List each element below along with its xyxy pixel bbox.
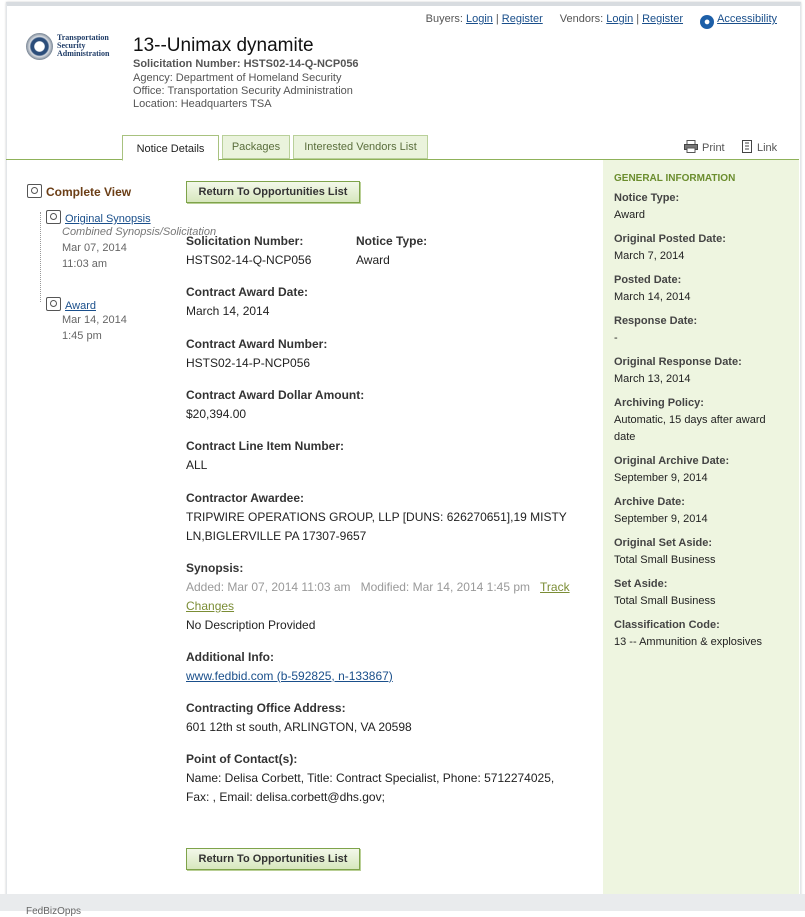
link-page-icon (742, 140, 753, 153)
sidebar-item-meta: Mar 14, 2014 1:45 pm (62, 314, 127, 342)
link-button[interactable]: Link (742, 140, 777, 154)
view-icon (46, 210, 61, 224)
accessibility-icon[interactable]: ● (700, 15, 714, 29)
buyers-login-link[interactable]: Login (465, 13, 493, 25)
notice-type-field: Notice Type: Award (356, 234, 428, 267)
contracting-office-address-field: Contracting Office Address: 601 12th st south, ARLINGTON, VA 20598 (186, 701, 412, 734)
agency: Agency: Department of Homeland Security (133, 72, 342, 84)
complete-view-heading[interactable]: Complete View (27, 184, 177, 199)
vendors-label: Vendors: (559, 13, 604, 25)
gi-posted-date: Posted Date: March 14, 2014 (614, 274, 691, 303)
gi-original-archive-date: Original Archive Date: September 9, 2014 (614, 455, 730, 484)
contract-line-item-field: Contract Line Item Number: ALL (186, 439, 345, 472)
office: Office: Transportation Security Administration (133, 85, 353, 97)
synopsis-field: Synopsis: Added: Mar 07, 2014 11:03 am Modified: Mar 14, 2014 1:45 pm Track Changes No Description Provided (186, 561, 570, 632)
sidebar-item-award[interactable]: Award (46, 297, 96, 312)
sidebar-item-original-synopsis[interactable]: Original Synopsis (46, 210, 151, 225)
return-to-opportunities-button[interactable]: Return To Opportunities List (186, 848, 360, 870)
gi-notice-type: Notice Type: Award (614, 192, 680, 221)
contract-award-date-field: Contract Award Date: March 14, 2014 (186, 285, 309, 318)
contractor-awardee-field: Contractor Awardee: TRIPWIRE OPERATIONS GROUP, LLP [DUNS: 626270651],19 MISTY LN,BIGLERVILLE PA 17307-9657 (186, 491, 567, 543)
buyers-label: Buyers: (425, 13, 463, 25)
printer-icon (684, 140, 698, 153)
point-of-contact-field: Point of Contact(s): Name: Delisa Corbett, Title: Contract Specialist, Phone: 5712274025, Fax: , Email: delisa.corbett@dhs.gov; (186, 752, 555, 804)
tab-packages[interactable]: Packages (222, 135, 290, 159)
logo-text: Transportation Security Administration (57, 33, 110, 58)
footer-bar (0, 894, 805, 917)
contract-award-amount-field: Contract Award Dollar Amount: $20,394.00 (186, 388, 365, 421)
gi-original-posted-date: Original Posted Date: March 7, 2014 (614, 233, 726, 262)
page-title: 13--Unimax dynamite (133, 35, 314, 56)
gi-original-response-date: Original Response Date: March 13, 2014 (614, 356, 742, 385)
vendors-login-link[interactable]: Login (606, 13, 634, 25)
gi-archiving-policy: Archiving Policy: Automatic, 15 days after award date (614, 397, 766, 443)
footer-text: FedBizOpps (26, 906, 82, 917)
view-icon (27, 184, 42, 198)
contract-award-number-field: Contract Award Number: HSTS02-14-P-NCP056 (186, 337, 328, 370)
tab-interested-vendors[interactable]: Interested Vendors List (293, 135, 428, 159)
fedbid-link[interactable]: www.fedbid.com (b-592825, n-133867) (186, 669, 393, 683)
top-navigation: Buyers: Login | Register Vendors: Login | Register ● Accessibility (425, 13, 777, 28)
sidebar-tree-line (40, 212, 42, 302)
sidebar-item-meta: Combined Synopsis/Solicitation Mar 07, 2014 11:03 am (62, 226, 217, 270)
solicitation-number-field: Solicitation Number: HSTS02-14-Q-NCP056 (186, 234, 312, 267)
view-icon (46, 297, 61, 311)
return-to-opportunities-button[interactable]: Return To Opportunities List (186, 181, 360, 203)
gi-response-date: Response Date: - (614, 315, 698, 344)
general-information-heading: GENERAL INFORMATION (614, 173, 736, 184)
gi-classification-code: Classification Code: 13 -- Ammunition & explosives (614, 619, 762, 648)
vendors-register-link[interactable]: Register (642, 13, 684, 25)
track-changes-link[interactable]: Track (540, 580, 570, 594)
tsa-logo (26, 33, 116, 65)
accessibility-link[interactable]: Accessibility (717, 13, 777, 25)
gi-original-set-aside: Original Set Aside: Total Small Business (614, 537, 716, 566)
location: Location: Headquarters TSA (133, 98, 272, 110)
solicitation-number: Solicitation Number: HSTS02-14-Q-NCP056 (133, 58, 359, 70)
additional-info-field: Additional Info: www.fedbid.com (b-592825, n-133867) (186, 650, 393, 683)
gi-set-aside: Set Aside: Total Small Business (614, 578, 716, 607)
track-changes-link[interactable]: Changes (186, 599, 235, 613)
complete-view-sidebar (27, 184, 177, 199)
buyers-register-link[interactable]: Register (501, 13, 543, 25)
tab-notice-details[interactable]: Notice Details (122, 135, 219, 161)
print-button[interactable]: Print (684, 140, 725, 154)
dhs-seal-icon (26, 33, 53, 60)
gi-archive-date: Archive Date: September 9, 2014 (614, 496, 708, 525)
